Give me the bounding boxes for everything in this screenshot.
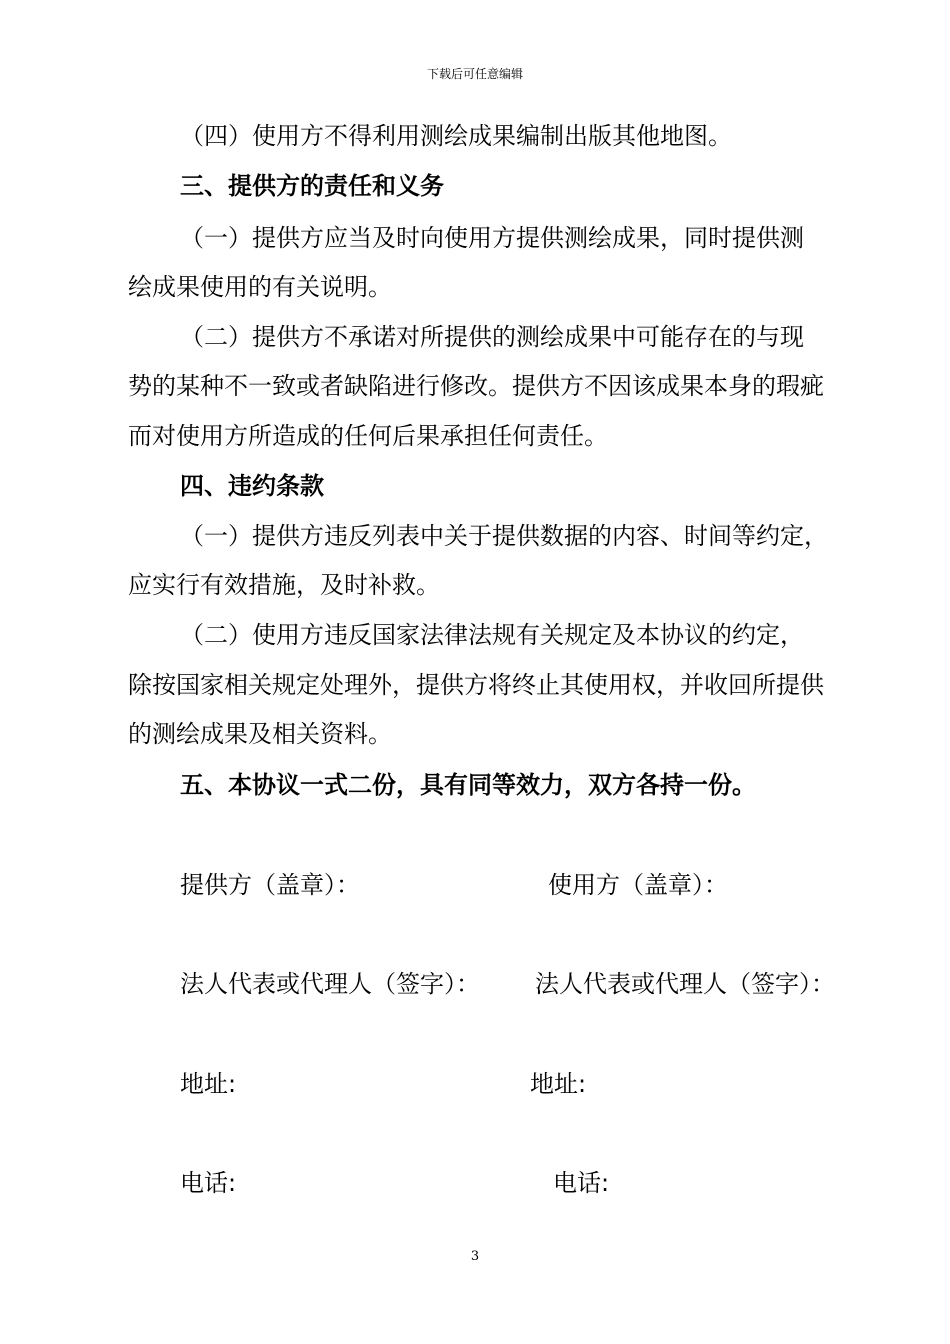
provider-address-label: 地址: (180, 1070, 237, 1098)
provider-phone-label: 电话: (180, 1169, 237, 1197)
section-4-item-2-line-1: （二）使用方违反国家法律法规有关规定及本协议的约定， (180, 621, 804, 649)
section-4-item-2-line-3: 的测绘成果及相关资料。 (128, 720, 392, 748)
user-seal-label: 使用方（盖章）： (548, 871, 728, 899)
user-address-label: 地址: (530, 1070, 587, 1098)
user-representative-label: 法人代表或代理人（签字）： (535, 970, 835, 998)
provider-seal-label: 提供方（盖章）： (180, 871, 360, 899)
page-number: 3 (470, 1249, 480, 1264)
section-3-item-2-line-1: （二）提供方不承诺对所提供的测绘成果中可能存在的与现 (180, 323, 804, 351)
section-3-item-2-line-2: 势的某种不一致或者缺陷进行修改。提供方不因该成果本身的瑕疵 (128, 372, 824, 400)
section-3-item-2-line-3: 而对使用方所造成的任何后果承担任何责任。 (128, 422, 608, 450)
section-4-heading: 四、违约条款 (180, 472, 324, 500)
user-phone-label: 电话: (553, 1169, 610, 1197)
section-4-item-1-line-2: 应实行有效措施，及时补救。 (128, 571, 440, 599)
section-3-heading: 三、提供方的责任和义务 (180, 172, 444, 200)
section-3-item-1-line-1: （一）提供方应当及时向使用方提供测绘成果，同时提供测 (180, 224, 804, 252)
clause-2-item-4-line-1: （四）使用方不得利用测绘成果编制出版其他地图。 (180, 122, 732, 150)
provider-representative-label: 法人代表或代理人（签字）： (180, 970, 480, 998)
section-5-heading: 五、本协议一式二份，具有同等效力，双方各持一份。 (180, 771, 756, 799)
section-4-item-2-line-2: 除按国家相关规定处理外，提供方将终止其使用权，并收回所提供 (128, 671, 824, 699)
section-4-item-1-line-1: （一）提供方违反列表中关于提供数据的内容、时间等约定， (180, 522, 828, 550)
section-3-item-1-line-2: 绘成果使用的有关说明。 (128, 273, 392, 301)
page-header: 下载后可任意编辑 (426, 67, 523, 81)
